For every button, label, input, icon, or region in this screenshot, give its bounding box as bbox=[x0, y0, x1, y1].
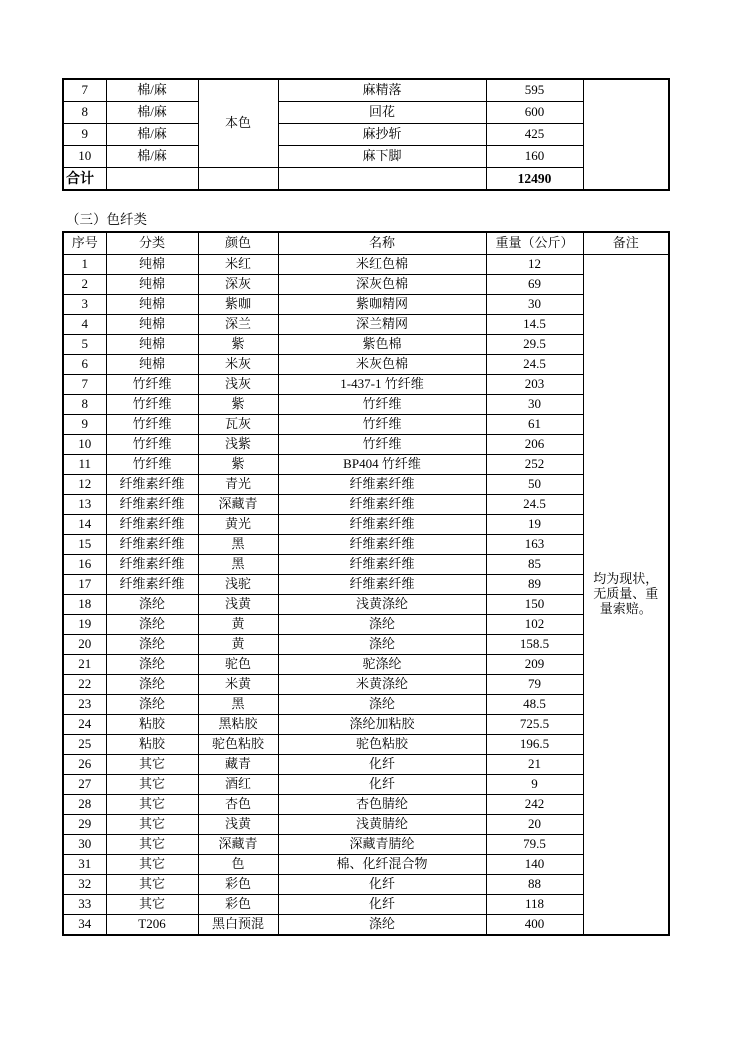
header-weight: 重量（公斤） bbox=[486, 232, 583, 255]
table-row bbox=[63, 635, 669, 655]
cell-seq: 27 bbox=[63, 775, 106, 795]
cell-color: 紫 bbox=[198, 335, 278, 355]
cell-seq: 10 bbox=[63, 435, 106, 455]
table-row bbox=[63, 895, 669, 915]
cell-color: 黑粘胶 bbox=[198, 715, 278, 735]
cell-seq: 32 bbox=[63, 875, 106, 895]
cell-seq: 12 bbox=[63, 475, 106, 495]
cell-seq: 31 bbox=[63, 855, 106, 875]
cell-weight: 102 bbox=[486, 615, 583, 635]
cell-weight: 85 bbox=[486, 555, 583, 575]
cell-seq: 26 bbox=[63, 755, 106, 775]
cell-seq: 21 bbox=[63, 655, 106, 675]
table-row bbox=[63, 715, 669, 735]
cell-weight: 50 bbox=[486, 475, 583, 495]
cell-seq: 16 bbox=[63, 555, 106, 575]
cell-category: 粘胶 bbox=[106, 715, 198, 735]
cell-category: 纯棉 bbox=[106, 315, 198, 335]
cell-seq: 28 bbox=[63, 795, 106, 815]
cell-weight: 61 bbox=[486, 415, 583, 435]
cell-seq: 23 bbox=[63, 695, 106, 715]
cell-name: 纤维素纤维 bbox=[278, 515, 486, 535]
table-row bbox=[63, 815, 669, 835]
cell-seq: 4 bbox=[63, 315, 106, 335]
cell-weight: 21 bbox=[486, 755, 583, 775]
cell-category: 竹纤维 bbox=[106, 395, 198, 415]
cell-name: 深兰精网 bbox=[278, 315, 486, 335]
cell-color: 黑 bbox=[198, 695, 278, 715]
cell-name: 杏色腈纶 bbox=[278, 795, 486, 815]
cell-color: 黑 bbox=[198, 535, 278, 555]
cell-weight: 14.5 bbox=[486, 315, 583, 335]
cell-color: 米黄 bbox=[198, 675, 278, 695]
cell-name: 深藏青腈纶 bbox=[278, 835, 486, 855]
table-row bbox=[63, 675, 669, 695]
cell-category: 其它 bbox=[106, 835, 198, 855]
table-row bbox=[63, 795, 669, 815]
cell-category: 竹纤维 bbox=[106, 435, 198, 455]
cell-name: 麻抄斩 bbox=[278, 124, 486, 146]
cell-name: 深灰色棉 bbox=[278, 275, 486, 295]
cell-category: 纤维素纤维 bbox=[106, 495, 198, 515]
cell-weight: 242 bbox=[486, 795, 583, 815]
cell-seq: 8 bbox=[63, 102, 106, 124]
cell-category: 纤维素纤维 bbox=[106, 555, 198, 575]
cell-seq: 15 bbox=[63, 535, 106, 555]
cell-seq: 9 bbox=[63, 124, 106, 146]
cell-category: 涤纶 bbox=[106, 595, 198, 615]
cell-color: 黄光 bbox=[198, 515, 278, 535]
cell-category: 其它 bbox=[106, 775, 198, 795]
cell-weight: 30 bbox=[486, 395, 583, 415]
table-row bbox=[63, 535, 669, 555]
continuation-table-body bbox=[63, 79, 669, 190]
cell-name: 紫色棉 bbox=[278, 335, 486, 355]
cell-category: 纤维素纤维 bbox=[106, 575, 198, 595]
cell-color: 黑 bbox=[198, 555, 278, 575]
cell-seq: 7 bbox=[63, 79, 106, 102]
cell-weight: 20 bbox=[486, 815, 583, 835]
cell-weight: 69 bbox=[486, 275, 583, 295]
cell-category: 其它 bbox=[106, 755, 198, 775]
cell-category: 纤维素纤维 bbox=[106, 515, 198, 535]
cell-color: 深兰 bbox=[198, 315, 278, 335]
cell-empty bbox=[198, 168, 278, 191]
header-color: 颜色 bbox=[198, 232, 278, 255]
cell-seq: 20 bbox=[63, 635, 106, 655]
table-row bbox=[63, 775, 669, 795]
cell-seq: 19 bbox=[63, 615, 106, 635]
cell-category: 其它 bbox=[106, 795, 198, 815]
table-row bbox=[63, 475, 669, 495]
table-row bbox=[63, 355, 669, 375]
cell-seq: 25 bbox=[63, 735, 106, 755]
cell-category: 其它 bbox=[106, 815, 198, 835]
cell-category: 粘胶 bbox=[106, 735, 198, 755]
cell-weight: 600 bbox=[486, 102, 583, 124]
cell-color: 深藏青 bbox=[198, 495, 278, 515]
cell-name: 纤维素纤维 bbox=[278, 575, 486, 595]
cell-category: 涤纶 bbox=[106, 695, 198, 715]
cell-seq: 5 bbox=[63, 335, 106, 355]
cell-category: 涤纶 bbox=[106, 675, 198, 695]
cell-seq: 30 bbox=[63, 835, 106, 855]
color-fiber-table-body bbox=[63, 255, 669, 936]
table-row bbox=[63, 435, 669, 455]
cell-category: 纯棉 bbox=[106, 295, 198, 315]
cell-seq: 13 bbox=[63, 495, 106, 515]
cell-name: BP404 竹纤维 bbox=[278, 455, 486, 475]
cell-color: 彩色 bbox=[198, 875, 278, 895]
cell-color: 米灰 bbox=[198, 355, 278, 375]
cell-name: 纤维素纤维 bbox=[278, 535, 486, 555]
table-row bbox=[63, 835, 669, 855]
cell-weight: 89 bbox=[486, 575, 583, 595]
cell-category: 其它 bbox=[106, 875, 198, 895]
cell-weight: 24.5 bbox=[486, 355, 583, 375]
total-row bbox=[63, 168, 669, 191]
cell-name: 竹纤维 bbox=[278, 435, 486, 455]
cell-name: 化纤 bbox=[278, 895, 486, 915]
table-row bbox=[63, 295, 669, 315]
cell-weight: 400 bbox=[486, 915, 583, 936]
header-seq: 序号 bbox=[63, 232, 106, 255]
cell-name: 麻下脚 bbox=[278, 146, 486, 168]
cell-seq: 33 bbox=[63, 895, 106, 915]
cell-weight: 19 bbox=[486, 515, 583, 535]
cell-name: 涤纶 bbox=[278, 695, 486, 715]
cell-seq: 3 bbox=[63, 295, 106, 315]
cell-weight: 12 bbox=[486, 255, 583, 275]
table-row bbox=[63, 555, 669, 575]
table-row bbox=[63, 255, 669, 275]
cell-category: 纤维素纤维 bbox=[106, 535, 198, 555]
total-label: 合计 bbox=[63, 168, 106, 191]
cell-color: 浅黄 bbox=[198, 595, 278, 615]
cell-color: 米红 bbox=[198, 255, 278, 275]
cell-weight: 150 bbox=[486, 595, 583, 615]
cell-empty bbox=[278, 168, 486, 191]
table-row bbox=[63, 395, 669, 415]
table-row bbox=[63, 655, 669, 675]
cell-category: 纯棉 bbox=[106, 275, 198, 295]
cell-category: T206 bbox=[106, 915, 198, 936]
cell-category: 棉/麻 bbox=[106, 146, 198, 168]
cell-name: 化纤 bbox=[278, 755, 486, 775]
cell-seq: 8 bbox=[63, 395, 106, 415]
cell-weight: 595 bbox=[486, 79, 583, 102]
cell-name: 涤纶加粘胶 bbox=[278, 715, 486, 735]
total-weight: 12490 bbox=[486, 168, 583, 191]
cell-seq: 34 bbox=[63, 915, 106, 936]
cell-name: 化纤 bbox=[278, 775, 486, 795]
cell-name: 纤维素纤维 bbox=[278, 475, 486, 495]
cell-color: 黑白预混 bbox=[198, 915, 278, 936]
table-row bbox=[63, 855, 669, 875]
cell-color: 黄 bbox=[198, 615, 278, 635]
cell-weight: 725.5 bbox=[486, 715, 583, 735]
cell-weight: 160 bbox=[486, 146, 583, 168]
cell-weight: 30 bbox=[486, 295, 583, 315]
cell-name: 涤纶 bbox=[278, 615, 486, 635]
cell-seq: 1 bbox=[63, 255, 106, 275]
cell-name: 麻精落 bbox=[278, 79, 486, 102]
table-row bbox=[63, 875, 669, 895]
cell-category: 其它 bbox=[106, 895, 198, 915]
cell-seq: 14 bbox=[63, 515, 106, 535]
cell-weight: 29.5 bbox=[486, 335, 583, 355]
cell-category: 棉/麻 bbox=[106, 79, 198, 102]
cell-name: 驼色粘胶 bbox=[278, 735, 486, 755]
cell-color: 紫咖 bbox=[198, 295, 278, 315]
cell-category: 竹纤维 bbox=[106, 375, 198, 395]
cell-weight: 206 bbox=[486, 435, 583, 455]
cell-color: 青光 bbox=[198, 475, 278, 495]
cell-weight: 163 bbox=[486, 535, 583, 555]
cell-name: 竹纤维 bbox=[278, 395, 486, 415]
cell-weight: 140 bbox=[486, 855, 583, 875]
cell-category: 纯棉 bbox=[106, 355, 198, 375]
cell-remark-empty bbox=[583, 79, 669, 190]
cell-name: 纤维素纤维 bbox=[278, 495, 486, 515]
cell-weight: 209 bbox=[486, 655, 583, 675]
cell-weight: 24.5 bbox=[486, 495, 583, 515]
section-title: （三）色纤类 bbox=[66, 212, 147, 227]
cell-color: 色 bbox=[198, 855, 278, 875]
color-fiber-table bbox=[62, 231, 670, 936]
cell-color: 彩色 bbox=[198, 895, 278, 915]
cell-name: 竹纤维 bbox=[278, 415, 486, 435]
cell-remark: 均为现状，无质量、重量索赔。 bbox=[583, 255, 669, 936]
cell-color: 驼色 bbox=[198, 655, 278, 675]
cell-category: 棉/麻 bbox=[106, 124, 198, 146]
cell-color: 浅黄 bbox=[198, 815, 278, 835]
cell-seq: 24 bbox=[63, 715, 106, 735]
table-row bbox=[63, 695, 669, 715]
cell-weight: 88 bbox=[486, 875, 583, 895]
cell-color: 驼色粘胶 bbox=[198, 735, 278, 755]
cell-color: 瓦灰 bbox=[198, 415, 278, 435]
cell-seq: 18 bbox=[63, 595, 106, 615]
cell-color: 深藏青 bbox=[198, 835, 278, 855]
cell-color: 紫 bbox=[198, 395, 278, 415]
cell-weight: 425 bbox=[486, 124, 583, 146]
cell-seq: 11 bbox=[63, 455, 106, 475]
color-fiber-table-head bbox=[63, 232, 669, 255]
cell-weight: 79 bbox=[486, 675, 583, 695]
cell-category: 涤纶 bbox=[106, 655, 198, 675]
cell-seq: 17 bbox=[63, 575, 106, 595]
table-row bbox=[63, 146, 669, 168]
table-row bbox=[63, 102, 669, 124]
cell-color: 酒红 bbox=[198, 775, 278, 795]
cell-seq: 22 bbox=[63, 675, 106, 695]
cell-category: 纯棉 bbox=[106, 335, 198, 355]
table-row bbox=[63, 335, 669, 355]
cell-name: 涤纶 bbox=[278, 915, 486, 936]
cell-seq: 29 bbox=[63, 815, 106, 835]
header-category: 分类 bbox=[106, 232, 198, 255]
table-row bbox=[63, 755, 669, 775]
cell-empty bbox=[106, 168, 198, 191]
cell-color: 深灰 bbox=[198, 275, 278, 295]
cell-seq: 2 bbox=[63, 275, 106, 295]
cell-seq: 6 bbox=[63, 355, 106, 375]
cell-weight: 203 bbox=[486, 375, 583, 395]
cell-color: 浅灰 bbox=[198, 375, 278, 395]
table-row bbox=[63, 515, 669, 535]
cell-category: 棉/麻 bbox=[106, 102, 198, 124]
cell-weight: 79.5 bbox=[486, 835, 583, 855]
cell-category: 纤维素纤维 bbox=[106, 475, 198, 495]
cell-name: 涤纶 bbox=[278, 635, 486, 655]
cell-color: 浅驼 bbox=[198, 575, 278, 595]
cell-color: 藏青 bbox=[198, 755, 278, 775]
table-row bbox=[63, 375, 669, 395]
cell-name: 棉、化纤混合物 bbox=[278, 855, 486, 875]
table-row bbox=[63, 79, 669, 102]
table-row bbox=[63, 575, 669, 595]
header-name: 名称 bbox=[278, 232, 486, 255]
cell-category: 涤纶 bbox=[106, 615, 198, 635]
header-row bbox=[63, 232, 669, 255]
cell-color: 浅紫 bbox=[198, 435, 278, 455]
table-row bbox=[63, 415, 669, 435]
continuation-table bbox=[62, 78, 670, 191]
cell-name: 驼涤纶 bbox=[278, 655, 486, 675]
cell-category: 竹纤维 bbox=[106, 415, 198, 435]
cell-seq: 9 bbox=[63, 415, 106, 435]
cell-seq: 10 bbox=[63, 146, 106, 168]
cell-name: 紫咖精网 bbox=[278, 295, 486, 315]
header-remark: 备注 bbox=[583, 232, 669, 255]
table-row bbox=[63, 595, 669, 615]
table-row bbox=[63, 124, 669, 146]
cell-weight: 158.5 bbox=[486, 635, 583, 655]
cell-weight: 196.5 bbox=[486, 735, 583, 755]
cell-weight: 9 bbox=[486, 775, 583, 795]
cell-name: 米黄涤纶 bbox=[278, 675, 486, 695]
cell-name: 浅黄涤纶 bbox=[278, 595, 486, 615]
cell-weight: 252 bbox=[486, 455, 583, 475]
cell-name: 米灰色棉 bbox=[278, 355, 486, 375]
cell-color-merged: 本色 bbox=[198, 79, 278, 168]
table-row bbox=[63, 495, 669, 515]
cell-name: 化纤 bbox=[278, 875, 486, 895]
table-row bbox=[63, 275, 669, 295]
cell-name: 浅黄腈纶 bbox=[278, 815, 486, 835]
cell-name: 回花 bbox=[278, 102, 486, 124]
cell-name: 1-437-1 竹纤维 bbox=[278, 375, 486, 395]
cell-color: 黄 bbox=[198, 635, 278, 655]
cell-category: 涤纶 bbox=[106, 635, 198, 655]
table-row bbox=[63, 455, 669, 475]
table-row bbox=[63, 735, 669, 755]
cell-category: 竹纤维 bbox=[106, 455, 198, 475]
cell-category: 纯棉 bbox=[106, 255, 198, 275]
cell-color: 紫 bbox=[198, 455, 278, 475]
table-row bbox=[63, 615, 669, 635]
cell-category: 其它 bbox=[106, 855, 198, 875]
cell-weight: 48.5 bbox=[486, 695, 583, 715]
cell-color: 杏色 bbox=[198, 795, 278, 815]
cell-name: 纤维素纤维 bbox=[278, 555, 486, 575]
cell-seq: 7 bbox=[63, 375, 106, 395]
cell-name: 米红色棉 bbox=[278, 255, 486, 275]
table-row bbox=[63, 915, 669, 936]
table-row bbox=[63, 315, 669, 335]
cell-weight: 118 bbox=[486, 895, 583, 915]
